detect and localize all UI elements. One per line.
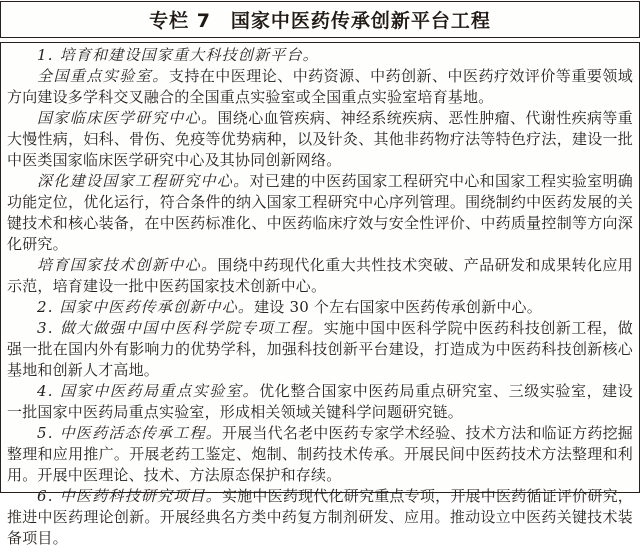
paragraph (7, 108, 633, 171)
paragraph-lead: 国家临床医学研究中心。 (37, 109, 218, 127)
paragraph (7, 297, 633, 318)
paragraph-text: 实施中国中医科学院中医药科技创新工程，做强一批在国内外有影响力的优势学科，加强科技创新平台建设，打造成为中医药科技创新核心基地和创新人才高地。 (7, 319, 633, 379)
paragraph-text: 支持在中医理论、中药资源、中药创新、中医药疗效评价等重要领域方向建设多学科交叉融合的全国重点实验室或全国重点实验室培育基地。 (7, 67, 633, 106)
paragraph-list (7, 45, 633, 549)
paragraph-lead: 培育国家技术创新中心。 (37, 256, 218, 274)
paragraph-text: 围绕中药现代化重大共性技术突破、产品研发和成果转化应用示范，培育建设一批中医药国家技术创新中心。 (7, 256, 634, 295)
paragraph (7, 486, 633, 549)
paragraph-text: 对已建的中医药国家工程研究中心和国家工程实验室明确功能定位，优化运行，符合条件的纳入国家工程研究中心序列管理。围绕制约中医药发展的关键技术和核心装备，在中医药标准化、中医药临床疗效与安全性评价、中药质量控制等方向深化研究。 (7, 172, 633, 253)
paragraph (7, 255, 633, 297)
paragraph-lead: 3. 做大做强中国中医科学院专项工程。 (37, 319, 324, 337)
paragraph-text: 优化整合国家中医药局重点研究室、三级实验室，建设一批国家中医药局重点实验室，形成相关领域关键科学问题研究链。 (7, 382, 633, 421)
paragraph (7, 66, 633, 108)
column-title-box (0, 1, 640, 38)
paragraph (7, 423, 633, 486)
paragraph-text: 建设 30 个左右国家中医药传承创新中心。 (254, 298, 542, 316)
paragraph-lead: 5. 中医药活态传承工程。 (37, 424, 222, 442)
paragraph-text: 实施中医药现代化研究重点专项，开展中医药循证评价研究，推进中医药理论创新。开展经典名方类中药复方制剂研发、应用。推动设立中医药关键技术装备项目。 (7, 487, 633, 547)
paragraph-lead: 4. 国家中医药局重点实验室。 (37, 382, 260, 400)
paragraph-lead: 6. 中医药科技研究项目。 (37, 487, 222, 505)
paragraph-lead: 全国重点实验室。 (37, 67, 169, 85)
paragraph (7, 381, 633, 423)
paragraph (7, 45, 633, 66)
paragraph (7, 318, 633, 381)
paragraph-text: 围绕心血管疾病、神经系统疾病、恶性肿瘤、代谢性疾病等重大慢性病，妇科、骨伤、免疫等优势病种，以及针灸、其他非药物疗法等特色疗法，建设一批中医类国家临床医学研究中心及其协同创新网络。 (7, 109, 634, 169)
paragraph-lead: 深化建设国家工程研究中心。 (37, 172, 250, 190)
column-title: 专栏 7 国家中医药传承创新平台工程 (149, 10, 491, 32)
paragraph-lead: 1. 培育和建设国家重大科技创新平台。 (37, 46, 319, 64)
paragraph (7, 171, 633, 255)
paragraph-text: 开展当代名老中医药专家学术经验、技术方法和临证方药挖掘整理和应用推广。开展老药工鉴定、炮制、制药技术传承。开展民间中医药技术方法整理和利用。开展中医理论、技术、方法原态保护和存续。 (7, 424, 633, 484)
column-body-box (0, 42, 640, 547)
paragraph-lead: 2. 国家中医药传承创新中心。 (37, 298, 255, 316)
